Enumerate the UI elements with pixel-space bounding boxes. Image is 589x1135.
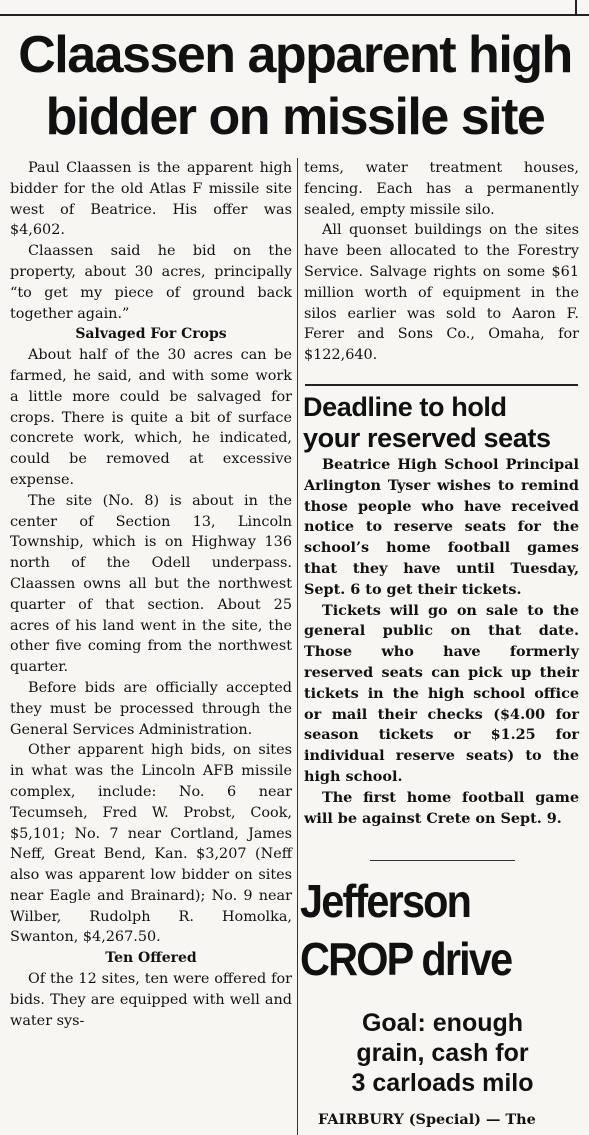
subhead-salvaged: Salvaged For Crops xyxy=(75,326,227,343)
corner-rule xyxy=(575,0,577,16)
paragraph: The site (No. 8) is about in the center of Section 13, Lincoln Township, which is on Highway 136 north of the Odell underpass. Claassen owns all but the northwest quarter of that section. About 25 acres of his land went in the site, the other five coming from the northwest quarter. xyxy=(10,492,292,676)
story-divider-short xyxy=(370,860,515,861)
top-rule xyxy=(0,14,589,16)
paragraph: About half of the 30 acres can be farmed, he said, and with some work a little more could be salvaged for crops. There is quite a bit of surface concrete work, which, he indicated, could be removed at excessive expense. xyxy=(10,347,292,488)
paragraph-lead: Paul Claassen is the apparent high bidder for the old Atlas F missile site west of Beatrice. His offer was $4,602. xyxy=(10,160,292,239)
deadline-headline-line1: Deadline to hold xyxy=(303,392,507,422)
paragraph: The first home football game will be against Crete on Sept. 9. xyxy=(304,788,579,827)
deadline-headline xyxy=(303,392,585,454)
jefferson-headline-line1: Jefferson xyxy=(300,875,471,927)
paragraph: Before bids are officially accepted they must be processed through the General Services Administration. xyxy=(10,679,292,738)
jefferson-headline-line2: CROP drive xyxy=(300,933,512,985)
main-headline xyxy=(14,18,576,162)
paragraph: Tickets will go on sale to the general public on that date. Those who have formerly reserved seats can pick up their tickets in the high school office or mail their checks ($4.00 for season tickets or $1.25 for individual reserve seats) to the high school. xyxy=(304,601,579,785)
paragraph: All quonset buildings on the sites have been allocated to the Forestry Service. Salvage rights on some $61 million worth of equipment in the silos earlier was sold to Aaron F. Ferer and Sons Co., Omaha, for $122,640. xyxy=(304,222,579,364)
paragraph: Beatrice High School Principal Arlington Tyser wishes to remind those people who have received notice to reserve seats for the school’s home football games that they have until Tuesday, Sept. 6 to get their tickets. xyxy=(304,456,579,598)
left-column xyxy=(10,158,292,1031)
paragraph: Of the 12 sites, ten were offered for bids. They are equipped with well and water sys- xyxy=(10,971,292,1029)
deck-line1: Goal: enough xyxy=(361,1009,524,1037)
jefferson-deck xyxy=(300,1008,585,1098)
paragraph: Claassen said he bid on the property, about 30 acres, principally “to get my piece of ground back together again.” xyxy=(10,243,292,322)
deadline-headline-line2: your reserved seats xyxy=(303,423,551,453)
paragraph-continued: tems, water treatment houses, fencing. Each has a permanently sealed, empty missile silo. xyxy=(304,160,579,218)
dateline: FAIRBURY (Special) — The xyxy=(318,1111,536,1128)
column-divider xyxy=(297,158,298,1135)
subhead-ten-offered: Ten Offered xyxy=(105,950,197,967)
deadline-story xyxy=(304,455,579,829)
main-headline-line1: Claassen apparent high xyxy=(18,26,572,84)
main-headline-line2: bidder on missile site xyxy=(45,88,545,146)
right-column-continuation xyxy=(304,158,579,366)
paragraph: Other apparent high bids, on sites in what was the Lincoln AFB missile complex, include: No. 6 near Tecumseh, Fred W. Probst, Cook, $5,101; No. 7 near Cortland, James Neff, Great Bend, Kan. $3,207 (Neff also was apparent low bidder on sites near Eagle and Brainard); No. 9 near Wilber, Rudolph R. Homolka, Swanton, $4,267.50. xyxy=(10,742,292,946)
story-divider xyxy=(305,384,578,386)
deck-line2: grain, cash for xyxy=(356,1039,529,1067)
jefferson-headline xyxy=(300,872,585,988)
deck-line3: 3 carloads milo xyxy=(351,1069,534,1097)
